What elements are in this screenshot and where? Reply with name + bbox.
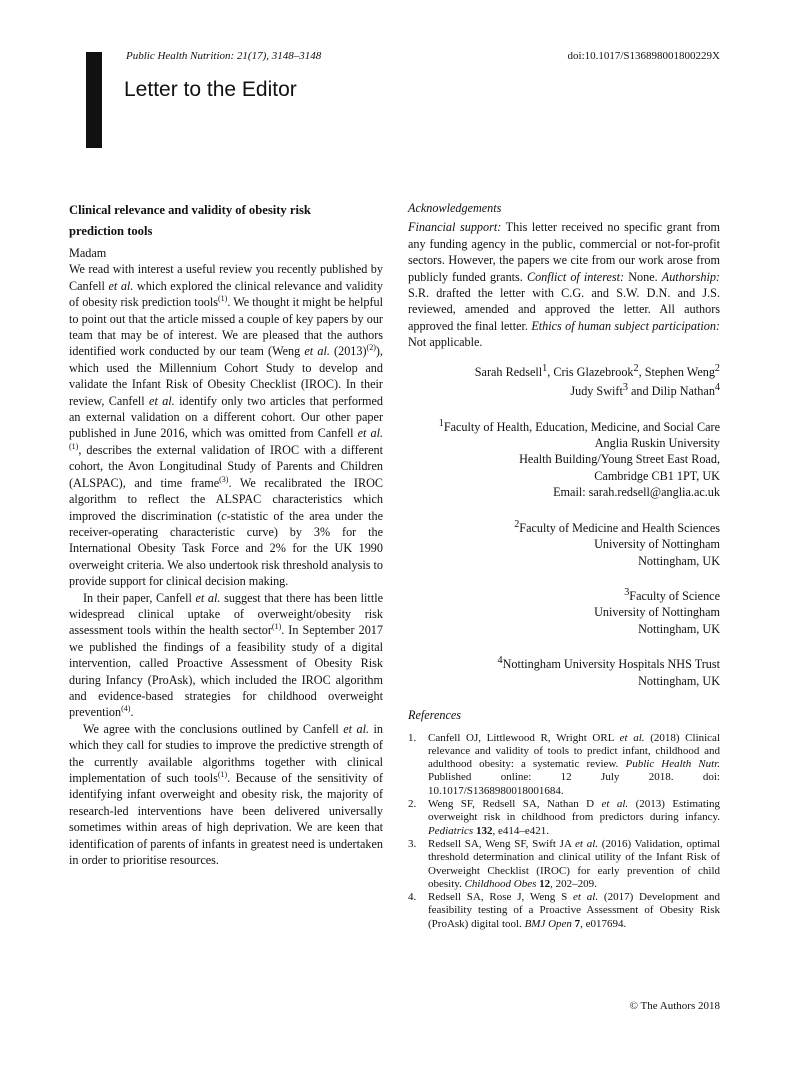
reference-item	[408, 838, 720, 891]
email[interactable]: Email: sarah.redsell@anglia.ac.uk	[553, 485, 720, 500]
affiliation-line: $^2$Faculty of Medicine and Health Sciences	[514, 518, 720, 535]
affiliation-line: Cambridge CB1 1PT, UK	[594, 468, 720, 483]
references-heading: References	[408, 708, 462, 723]
author-line: Judy Swift$^3$ and Dilip Nathan$^4$	[570, 382, 720, 399]
reference-text: Redsell SA, Weng SF, Swift JA et al. (2016) Validation, optimal threshold determination and clinical utility of the Infant Risk of Overweight Checklist (IROC) for early prevention of child obesity. Childhood Obes 12, 202–209.	[428, 837, 720, 890]
reference-number: 4.	[408, 891, 417, 904]
left-column	[69, 200, 383, 868]
affiliation	[408, 653, 720, 689]
article-title: Clinical relevance and validity of obesity risk prediction tools	[69, 203, 311, 238]
reference-list	[408, 732, 720, 931]
affiliation-line: $^3$Faculty of Science	[624, 586, 720, 604]
affiliation-line: Nottingham, UK	[638, 553, 720, 568]
journal-citation: Public Health Nutrition: 21(17), 3148–3148	[126, 50, 322, 62]
reference-item	[408, 732, 720, 798]
affiliation-line: Health Building/Young Street East Road,	[519, 452, 720, 467]
doi: doi:10.1017/S136898001800229X	[567, 50, 720, 62]
affiliation	[408, 416, 720, 501]
body-paragraph: In their paper, Canfell et al. suggest that there has been little widespread clinical uptake of overweight/obesity risk assessment tools within the health sector$^{(1)}$. In September 2017 we published the findings of a feasibility study of a digital intervention, called Proactive Assessment of Obesity Risk during Infancy (ProAsk), which included the IROC algorithm and evidence-based strategies for childhood overweight prevention$^{(4)}$.	[69, 590, 383, 720]
acknowledgements-heading: Acknowledgements	[408, 201, 502, 215]
reference-text: Canfell OJ, Littlewood R, Wright ORL et al. (2018) Clinical relevance and validity of tools to predict infant, childhood and adulthood obesity: a systematic review. Public Health Nutr. Published online: 12 July 2018. doi: 10.1017/S1368980018001684.	[428, 731, 721, 797]
affiliation-line: University of Nottingham	[594, 537, 720, 552]
section-marker-bar	[86, 52, 102, 148]
right-column	[408, 200, 720, 931]
body-paragraph: We read with interest a useful review you recently published by Canfell et al. which explored the clinical relevance and validity of obesity risk prediction tools$^{(1)}$. We thought it might be helpful to point out that the article missed a couple of key papers by our team that may be of interest. We are pleased that the authors identified work conducted by our team (Weng et al. $(2013)^{(2)}$), which used the Millennium Cohort Study to develop and validate the Infant Risk of Obesity Checklist (IROC). In their review, Canfell et al. identify only two articles that performed an external validation on a different cohort. Our other paper published in June 2016, which was omitted from Canfell et al.$^{(1)}$, describes the external validation of IROC with a different cohort, the Avon Longitudinal Study of Parents and Children (ALSPAC), and time frame$^{(3)}$. We recalibrated the IROC algorithm to reflect the ALSPAC characteristics which improved the discrimination (c-statistic of the area under the receiver-operating characteristic curve) by 3% for the International Obesity Task Force and 2% for the UK 1990 overweight criteria. We also undertook risk threshold analysis to provide support for clinical decision making.	[69, 262, 384, 589]
affiliation-line: $^4$Nottingham University Hospitals NHS Trust	[497, 655, 720, 672]
affiliation-line: Anglia Ruskin University	[594, 436, 720, 451]
affiliation-line: Nottingham, UK	[638, 673, 720, 688]
salutation: Madam	[69, 246, 107, 260]
reference-text: Weng SF, Redsell SA, Nathan D et al. (2013) Estimating overweight risk in childhood from predictors during infancy. Pediatrics 132, e414–e421.	[428, 798, 720, 837]
body-paragraph: We agree with the conclusions outlined by Canfell et al. in which they call for studies to improve the predictive strength of the currently available algorithms together with clinical implementation of such tools$^{(1)}$. Because of the sensitivity of identifying infant overweight and obesity risk, the majority of research-led interventions have been delivered universally sometimes within areas of high deprivation. We are keen that identification of parents of infants in greatest need is undertaken in order to prioritise resources.	[69, 721, 384, 868]
affiliation-line: University of Nottingham	[594, 605, 720, 620]
reference-text: Redsell SA, Rose J, Weng S et al. (2017) Development and feasibility testing of a Proactive Assessment of Obesity Risk (ProAsk) digital tool. BMJ Open 7, e017694.	[428, 891, 721, 930]
section-title: Letter to the Editor	[124, 78, 297, 101]
reference-item	[408, 798, 720, 838]
author-line: Sarah Redsell$^1$, Cris Glazebrook$^2$, Stephen Weng$^2$	[474, 362, 720, 379]
author-list	[408, 361, 720, 400]
reference-number: 1.	[408, 731, 417, 744]
affiliation-line: Nottingham, UK	[638, 621, 720, 636]
affiliation	[408, 585, 720, 637]
affiliation-line: $^1$Faculty of Health, Education, Medicine, and Social Care	[438, 417, 720, 434]
affiliation	[408, 517, 720, 569]
reference-item	[408, 891, 720, 931]
acknowledgements-text: Financial support: This letter received no specific grant from any funding agency in the public, commercial or not-for-profit sectors. However, the papers we cite from our work arose from publicly funded grants. Conflict of interest: None. Authorship: S.R. drafted the letter with C.G. and S.W. D.N. and J.S. reviewed, amended and approved the letter. All authors approved the final letter. Ethics of human subject participation: Not applicable.	[408, 220, 720, 350]
reference-number: 3.	[408, 837, 417, 850]
reference-number: 2.	[408, 798, 417, 811]
copyright: © The Authors 2018	[629, 1000, 720, 1012]
